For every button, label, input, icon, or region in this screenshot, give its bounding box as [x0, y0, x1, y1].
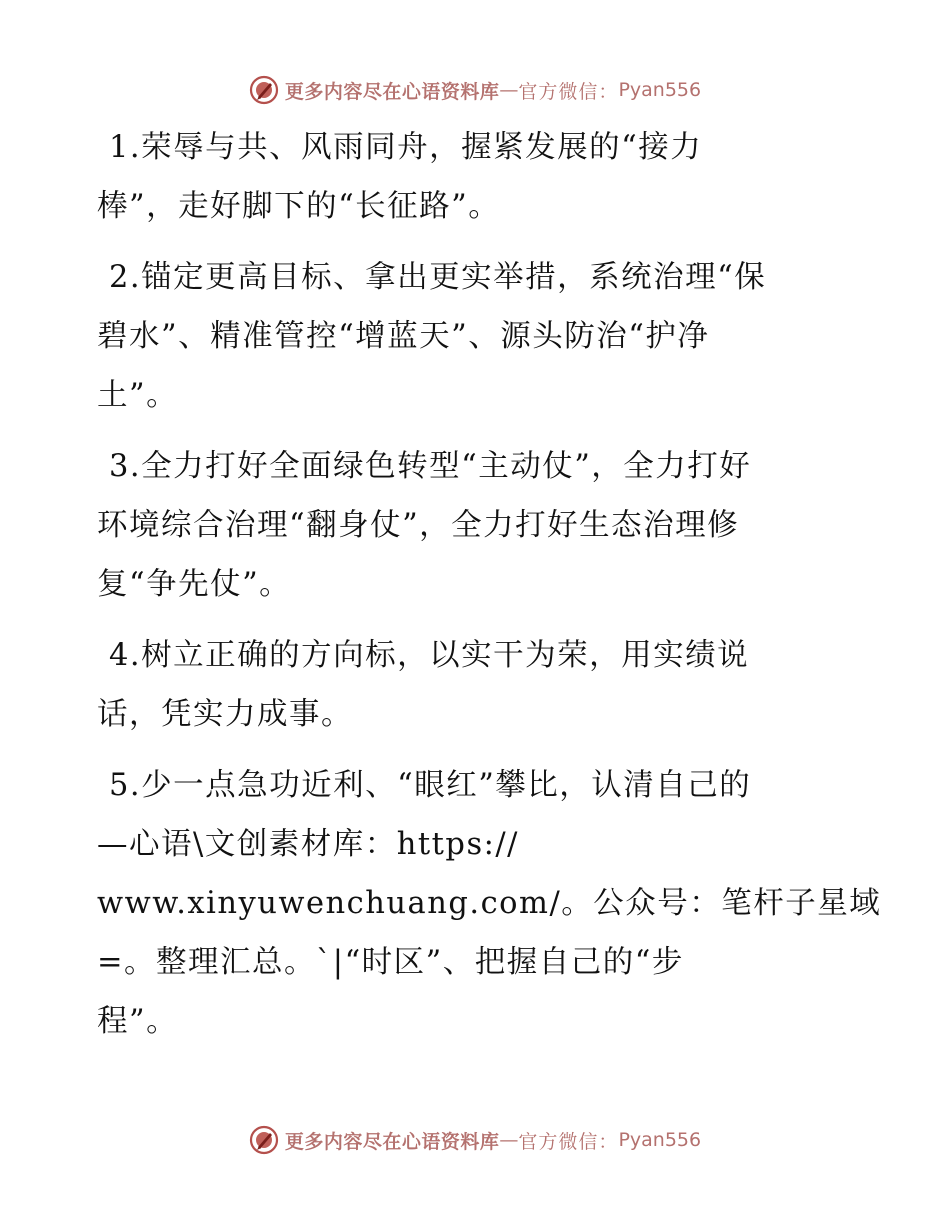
- paragraph-line: www.xinyuwenchuang.com/。公众号：笔杆子星域: [97, 886, 882, 921]
- paragraph-line: 4.树立正确的方向标，以实干为荣，用实绩说: [109, 638, 750, 673]
- banner-main-text: 更多内容尽在心语资料库: [284, 80, 500, 103]
- paragraph-line: 5.少一点急功近利、“眼红”攀比，认清自己的: [109, 768, 752, 803]
- paragraph-5: [97, 756, 882, 1051]
- banner-dash: —: [499, 79, 519, 101]
- header-watermark-banner: [0, 70, 950, 110]
- paragraph-4: [97, 626, 837, 744]
- pen-logo-icon: [249, 75, 279, 105]
- paragraph-line: =。整理汇总。`|“时区”、把握自己的“步: [97, 945, 684, 980]
- pen-logo-icon: [249, 1125, 279, 1155]
- paragraph-line: 2.锚定更高目标、拿出更实举措，系统治理“保: [109, 260, 767, 295]
- banner-official-label: 官方微信：: [518, 1130, 619, 1153]
- paragraph-line: 环境综合治理“翻身仗”，全力打好生态治理修: [97, 508, 740, 543]
- banner-dash: —: [499, 1129, 519, 1151]
- paragraph-line: 话，凭实力成事。: [97, 697, 353, 732]
- paragraph-line: 1.荣辱与共、风雨同舟，握紧发展的“接力: [109, 130, 703, 165]
- paragraph-1: [97, 118, 837, 236]
- paragraph-2: [97, 248, 837, 425]
- banner-wechat-id: Pyan556: [618, 79, 702, 101]
- paragraph-line: 3.全力打好全面绿色转型“主动仗”，全力打好: [109, 449, 752, 484]
- paragraph-3: [97, 437, 837, 614]
- paragraph-line: 碧水”、精准管控“增蓝天”、源头防治“护净: [97, 319, 710, 354]
- footer-watermark-banner: [0, 1120, 950, 1160]
- paragraph-line: —心语\文创素材库：https://: [97, 827, 519, 862]
- paragraph-line: 程”。: [97, 1004, 179, 1039]
- paragraph-line: 复“争先仗”。: [97, 567, 292, 602]
- paragraph-line: 土”。: [97, 378, 179, 413]
- document-body: [97, 118, 882, 1063]
- banner-main-text: 更多内容尽在心语资料库: [284, 1130, 500, 1153]
- paragraph-line: 棒”，走好脚下的“长征路”。: [97, 189, 501, 224]
- banner-wechat-id: Pyan556: [618, 1129, 702, 1151]
- banner-official-label: 官方微信：: [518, 80, 619, 103]
